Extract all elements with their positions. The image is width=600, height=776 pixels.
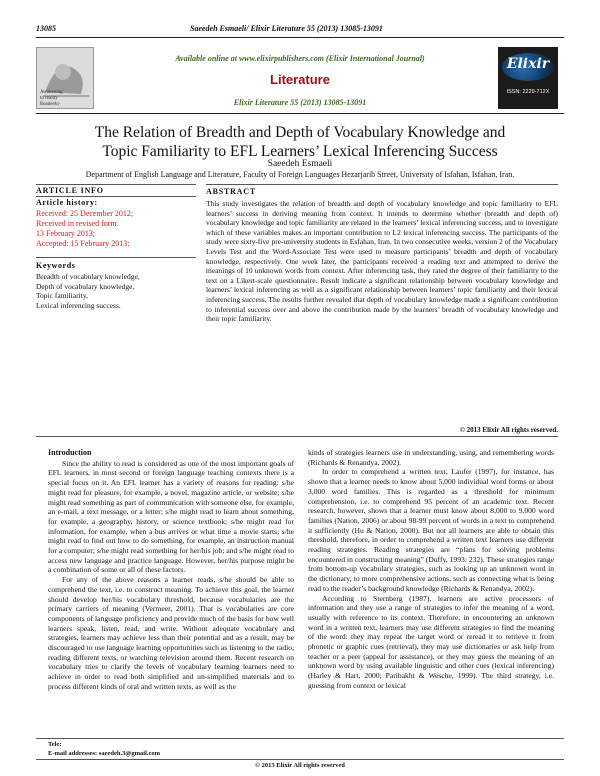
body-paragraph: For any of the above reasons a learner reads, s/he should be able to comprehend the text, i.e. to construct meaning. To achieve this goal, the learner should develop her/his vocabulary threshold, because vocabularies are the primary carriers of meaning (Vermeer, 2001). That is vocabularies are core components of language proficiency and provide much of the basis for how well learners speak, listen, read, and write. Without adequate vocabulary and strategies, learners may achieve less than their potential and as a result, may be discouraged to use language learning opportunities such as listening to the radio, reading different texts, or watching television around them. Recent research on vocabulary tries to clarify the levels of vocabulary learning learners need to achieve in order to read both simplified and un-simplified materials and to process different kinds of oral and written texts, as well as the [48,575,294,691]
keyword-item: Breadth of vocabulary knowledge, [36,272,140,281]
abstract-copyright: © 2013 Elixir All rights reserved. [459,426,558,434]
footer-copyright: © 2013 Elixir All rights reserved [255,762,345,769]
logo-text-line: Readeeky [40,102,60,107]
abstract-heading: ABSTRACT [206,187,256,196]
running-citation: Saeedeh Esmaeli/ Elixir Literature 55 (2013) 13085-13091 [190,24,383,33]
info-sub-rule [36,196,196,197]
footer-tele: Tele: [48,741,62,748]
keywords-heading: Keywords [36,261,76,270]
abstract-top-rule [206,184,558,185]
introduction-heading: Introduction [48,448,92,457]
body-paragraph: kinds of strategies learners use in understanding, using, and remembering words (Richards & Renandya, 2002). [308,448,554,467]
journal-name: Literature [270,72,330,87]
left-column [48,448,294,692]
body-paragraph: According to Sternberg (1987), learners are active processors of information and they use a range of strategies to infer the meaning of a word, usually with reference to its context. Therefore, in encountering an unknown word in a written text, learners may use different strategies to find the meaning of the word: they may repeat the target word or reread it to retrieve it from phonetic or graphic cues (retrieval), they may use dictionaries or ask help from teacher or a peer (appeal for assistance), or they may guess the meaning of an unknown word by using available linguistic and other cues (lexical inferencing) (Harley & Hart, 2000; Paribakht & Wesche, 1999). The third strategy, i.e. guessing from context or lexical [308,593,554,690]
article-affiliation: Department of English Language and Literature, Faculty of Foreign Languages Hezarjarib Street, University of Isfahan, Isfahan, Iran. [85,170,515,179]
article-author: Saeedeh Esmaeli [267,159,333,169]
abstract-bottom-rule [36,436,558,437]
banner-rule [36,113,564,114]
article-title: The Relation of Breadth and Depth of Vocabulary Knowledge and Topic Familiarity to EFL Learners’ Lexical Inferencing Success [94,124,506,160]
publisher-logo [36,47,94,109]
elixir-logo [498,47,558,109]
header-rule [36,37,564,38]
history-list [36,209,196,249]
footer-email: E-mail addresses: saeedeh.3@gmail.com [48,750,161,757]
article-info-heading: ARTICLE INFO [36,186,104,195]
right-column [308,448,554,691]
logo-name: Elixir [506,56,550,72]
body-paragraph: Since the ability to read is considered as one of the most important goals of EFL learners, in most second or foreign language teaching contexts there is a special focus on it. An EFL learner has a variety of reasons for reading: s/he might read for pleasure, for example, a novel, magazine article, or website; s/he might read something as part of communication with someone else, for example, an e-mail, a text message, or a letter; s/he might read to learn about something, for example, a geography, history, or science textbook; s/he might read for information, for example, when a bus arrives or what time a movie starts; s/he might read to find out how to do something, for example, an instruction manual for a computer; s/he might read something for her/his job; and s/he might read to access new language and practice language. However, her/his purpose might be a combination of some or all of these factors. [48,458,294,575]
keyword-item: Lexical inferencing success. [36,300,121,310]
page-number: 13085 [36,24,56,33]
logo-text-line: to reality [40,96,58,101]
body-paragraph: In order to comprehend a written text, Laufer (1997), for instance, has shown that a learner needs to know about 5,000 individual word forms or about 3,000 word families. This is regarded as a threshold for minimum comprehension, i.e. to comprehend 95 percent of an academic text. Recent research, however, shows that a learner must know about 8,000 to 9,000 word families (Nation, 2006) or about 98-99 percent of words in a text to comprehend it sufficiently (Hu & Nation, 2000). But not all learners are able to obtain this threshold, therefore, in order to comprehend a written text learners use different reading strategies. Reading strategies are “plans for solving problems encountered in constructing meaning” (Duffy, 1993: 232). These strategies range from bottom-up vocabulary strategies, such as looking up an unknown word in the dictionary, to more comprehensive actions, such as connecting what is being read to the reader’s background knowledge (Richards & Renandya, 2002). [308,467,554,593]
logo-text-line: Awakening [40,90,63,95]
footer-bottom-rule [36,759,564,760]
history-entry: Received: 25 December 2012; [36,209,134,218]
keywords-list [36,272,196,310]
keyword-item: Topic familiarity, [36,291,88,301]
abstract-text: This study investigates the relation of breadth and depth of vocabulary knowledge and topic familiarity to EFL learners’ success in deriving meaning from context. It intends to determine whether (breadth and depth of) vocabulary knowledge and topic familiarity are related to the learners’ lexical inferencing success, and to investigate which of these variables makes an important contribution to L2 lexical inferencing success. The participants of the study were sixty-five pre-university students in Esfahan, Iran. In two consecutive weeks, version 2 of the Vocabulary Levels Test and the Word-Associate Test were used to measure participants’ breadth and depth of vocabulary knowledge, respectively. One week later, the participants received a reading text and attempted to derive the meanings of 10 unknown words from context. After inferencing task, they rated the degree of their familiarity to the text on a Likert-scale questionnaire. Result indicate a significant relationship between vocabulary knowledge and learners’ lexical inferencing as well as a significant relationship between learners’ topic familiarity and their lexical inferencing success. The results further revealed that depth of vocabulary knowledge made a significant contribution to inferential success over and above the contribution made by the learners’ breadth of vocabulary knowledge and their topic familiarity. [206,199,558,324]
history-entry: 13 February 2013; [36,229,96,238]
footer-rule [36,738,564,739]
history-entry: Accepted: 15 February 2013; [36,239,130,248]
history-entry: Received in revised form: [36,219,119,228]
online-availability: Available online at www.elixirpublishers.com (Elixir International Journal) [175,54,425,63]
info-top-rule [36,184,196,185]
journal-citation: Elixir Literature 55 (2013) 13085-13091 [233,98,367,107]
keywords-rule [36,257,196,258]
logo-issn: ISSN: 2229-712X [506,89,550,95]
history-heading: Article history: [36,198,98,207]
keyword-item: Depth of vocabulary knowledge, [36,281,135,291]
